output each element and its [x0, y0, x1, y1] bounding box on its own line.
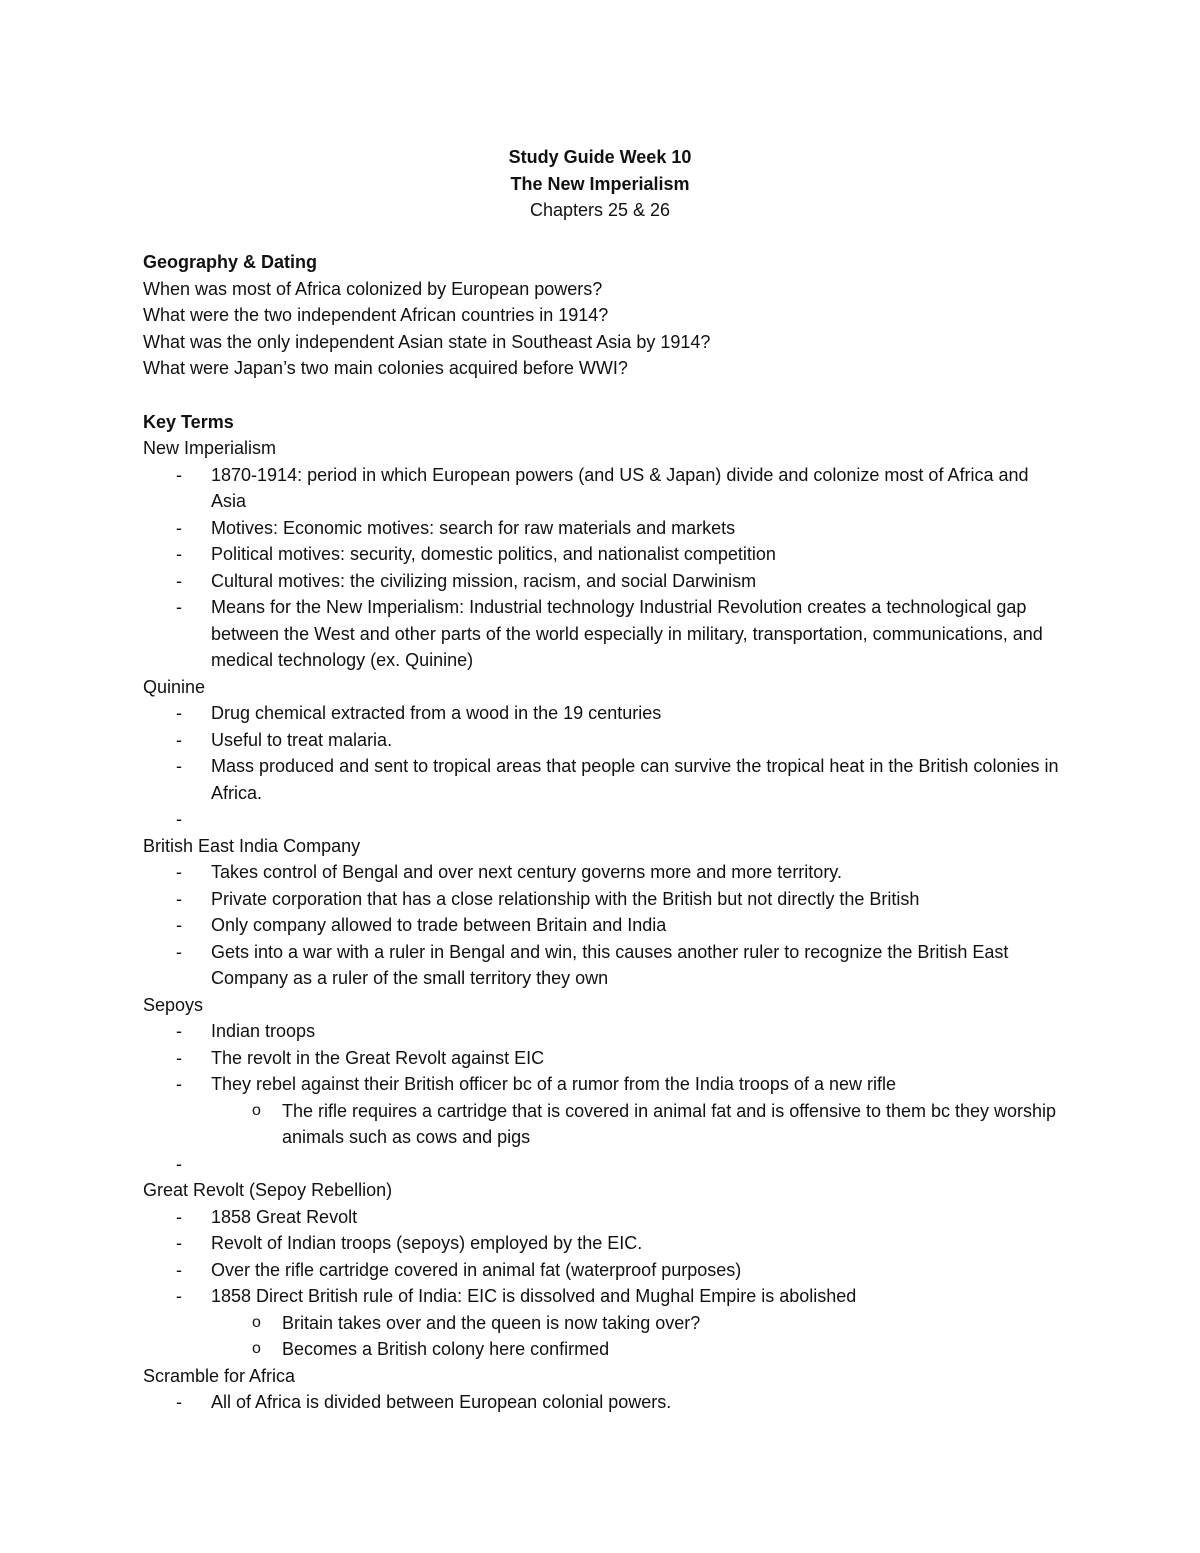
- dash-marker: -: [176, 544, 182, 564]
- question: What were the two independent African countries in 1914?: [143, 305, 609, 325]
- document-subtitle: The New Imperialism: [510, 173, 690, 194]
- term-great-revolt: Great Revolt (Sepoy Rebellion): [143, 1180, 393, 1200]
- dash-marker: -: [176, 1233, 182, 1253]
- bullet-text: Takes control of Bengal and over next century governs more and more territory.: [211, 862, 842, 882]
- sub-bullet-text: The rifle requires a cartridge that is covered in animal fat and is offensive to them bc they worship animals such as cows and pigs: [282, 1100, 1057, 1147]
- list-item-empty: [143, 806, 1063, 833]
- term-sepoys: Sepoys: [143, 994, 204, 1015]
- list-item: [143, 1204, 1063, 1231]
- dash-marker: -: [176, 1021, 182, 1041]
- document-header: [0, 144, 1200, 224]
- list-item: [143, 462, 1063, 515]
- dash-marker: -: [176, 597, 182, 617]
- chapters-label: Chapters 25 & 26: [529, 200, 671, 220]
- list-item: [143, 886, 1063, 913]
- bullet-text: Cultural motives: the civilizing mission, racism, and social Darwinism: [211, 570, 757, 591]
- dash-marker: -: [176, 1047, 182, 1068]
- list-item: [143, 912, 1063, 939]
- dash-marker: -: [176, 941, 182, 962]
- term-british-east-india-company: British East India Company: [143, 835, 361, 856]
- dash-marker: -: [176, 1206, 182, 1227]
- dash-marker: -: [176, 1259, 182, 1280]
- sub-bullet-text: Britain takes over and the queen is now taking over?: [282, 1312, 701, 1333]
- bullet-text: Revolt of Indian troops (sepoys) employed by the EIC.: [211, 1233, 643, 1253]
- bullet-text: 1858 Great Revolt: [211, 1206, 358, 1227]
- term-quinine: Quinine: [143, 676, 206, 697]
- dash-marker: -: [176, 1392, 182, 1412]
- bullet-text: Motives: Economic motives: search for raw materials and markets: [211, 517, 736, 538]
- list-item: [143, 1389, 1063, 1416]
- list-item: [143, 753, 1063, 806]
- bullet-text: 1870-1914: period in which European powers (and US & Japan) divide and colonize most of Africa and Asia: [211, 464, 1029, 511]
- list-item: [143, 1283, 1063, 1310]
- sub-list-item: [143, 1098, 1063, 1151]
- sub-list-item: [143, 1336, 1063, 1363]
- dash-marker: -: [176, 756, 182, 776]
- circle-marker: o: [252, 1313, 261, 1331]
- bullet-text: Useful to treat malaria.: [211, 729, 393, 750]
- circle-marker: o: [252, 1101, 261, 1119]
- list-item: [143, 541, 1063, 568]
- bullet-text: Gets into a war with a ruler in Bengal and win, this causes another ruler to recognize the British East Company as a ruler of the small territory they own: [211, 941, 1009, 988]
- bullet-text: The revolt in the Great Revolt against EIC: [211, 1047, 545, 1068]
- sub-list-item: [143, 1310, 1063, 1337]
- dash-marker: -: [176, 862, 182, 882]
- dash-marker: -: [176, 729, 182, 750]
- dash-marker: -: [176, 809, 182, 829]
- document-body: [143, 249, 1063, 1416]
- bullet-text: Only company allowed to trade between Britain and India: [211, 915, 667, 935]
- dash-marker: -: [176, 1153, 182, 1174]
- list-item: [143, 1257, 1063, 1284]
- document-title: Study Guide Week 10: [508, 147, 692, 167]
- list-item: [143, 859, 1063, 886]
- bullet-text: They rebel against their British officer bc of a rumor from the India troops of a new rifle: [211, 1074, 896, 1094]
- list-item: [143, 727, 1063, 754]
- bullet-text: Over the rifle cartridge covered in animal fat (waterproof purposes): [211, 1259, 742, 1280]
- bullet-text: 1858 Direct British rule of India: EIC is dissolved and Mughal Empire is abolished: [211, 1286, 857, 1306]
- dash-marker: -: [176, 1286, 182, 1306]
- dash-marker: -: [176, 464, 182, 485]
- spacer: [143, 382, 1063, 409]
- list-item: [143, 1071, 1063, 1098]
- question: What was the only independent Asian state in Southeast Asia by 1914?: [143, 331, 711, 352]
- sub-bullet-text: Becomes a British colony here confirmed: [282, 1339, 610, 1359]
- section-heading-key-terms: Key Terms: [143, 411, 234, 432]
- dash-marker: -: [176, 703, 182, 723]
- list-item: [143, 1230, 1063, 1257]
- list-item: [143, 515, 1063, 542]
- dash-marker: -: [176, 915, 182, 935]
- question: When was most of Africa colonized by European powers?: [143, 278, 603, 299]
- dash-marker: -: [176, 570, 182, 591]
- list-item-empty: [143, 1151, 1063, 1178]
- bullet-text: Means for the New Imperialism: Industrial technology Industrial Revolution creates a technological gap between the West and other parts of the world especially in military, transportation, communications, and medical technology (ex. Quinine): [211, 597, 1043, 670]
- bullet-text: Political motives: security, domestic politics, and nationalist competition: [211, 544, 776, 564]
- list-item: [143, 568, 1063, 595]
- bullet-text: Indian troops: [211, 1021, 316, 1041]
- dash-marker: -: [176, 1074, 182, 1094]
- term-scramble-for-africa: Scramble for Africa: [143, 1365, 296, 1386]
- list-item: [143, 594, 1063, 674]
- question: What were Japan’s two main colonies acquired before WWI?: [143, 358, 628, 378]
- list-item: [143, 1018, 1063, 1045]
- section-heading-geography: Geography & Dating: [143, 252, 318, 272]
- bullet-text: Drug chemical extracted from a wood in the 19 centuries: [211, 703, 662, 723]
- list-item: [143, 1045, 1063, 1072]
- list-item: [143, 700, 1063, 727]
- bullet-text: Private corporation that has a close relationship with the British but not directly the British: [211, 888, 920, 909]
- dash-marker: -: [176, 517, 182, 538]
- list-item: [143, 939, 1063, 992]
- bullet-text: Mass produced and sent to tropical areas that people can survive the tropical heat in the British colonies in Africa.: [211, 756, 1059, 803]
- dash-marker: -: [176, 888, 182, 909]
- bullet-text: All of Africa is divided between European colonial powers.: [211, 1392, 672, 1412]
- term-new-imperialism: New Imperialism: [143, 438, 277, 458]
- circle-marker: o: [252, 1340, 261, 1357]
